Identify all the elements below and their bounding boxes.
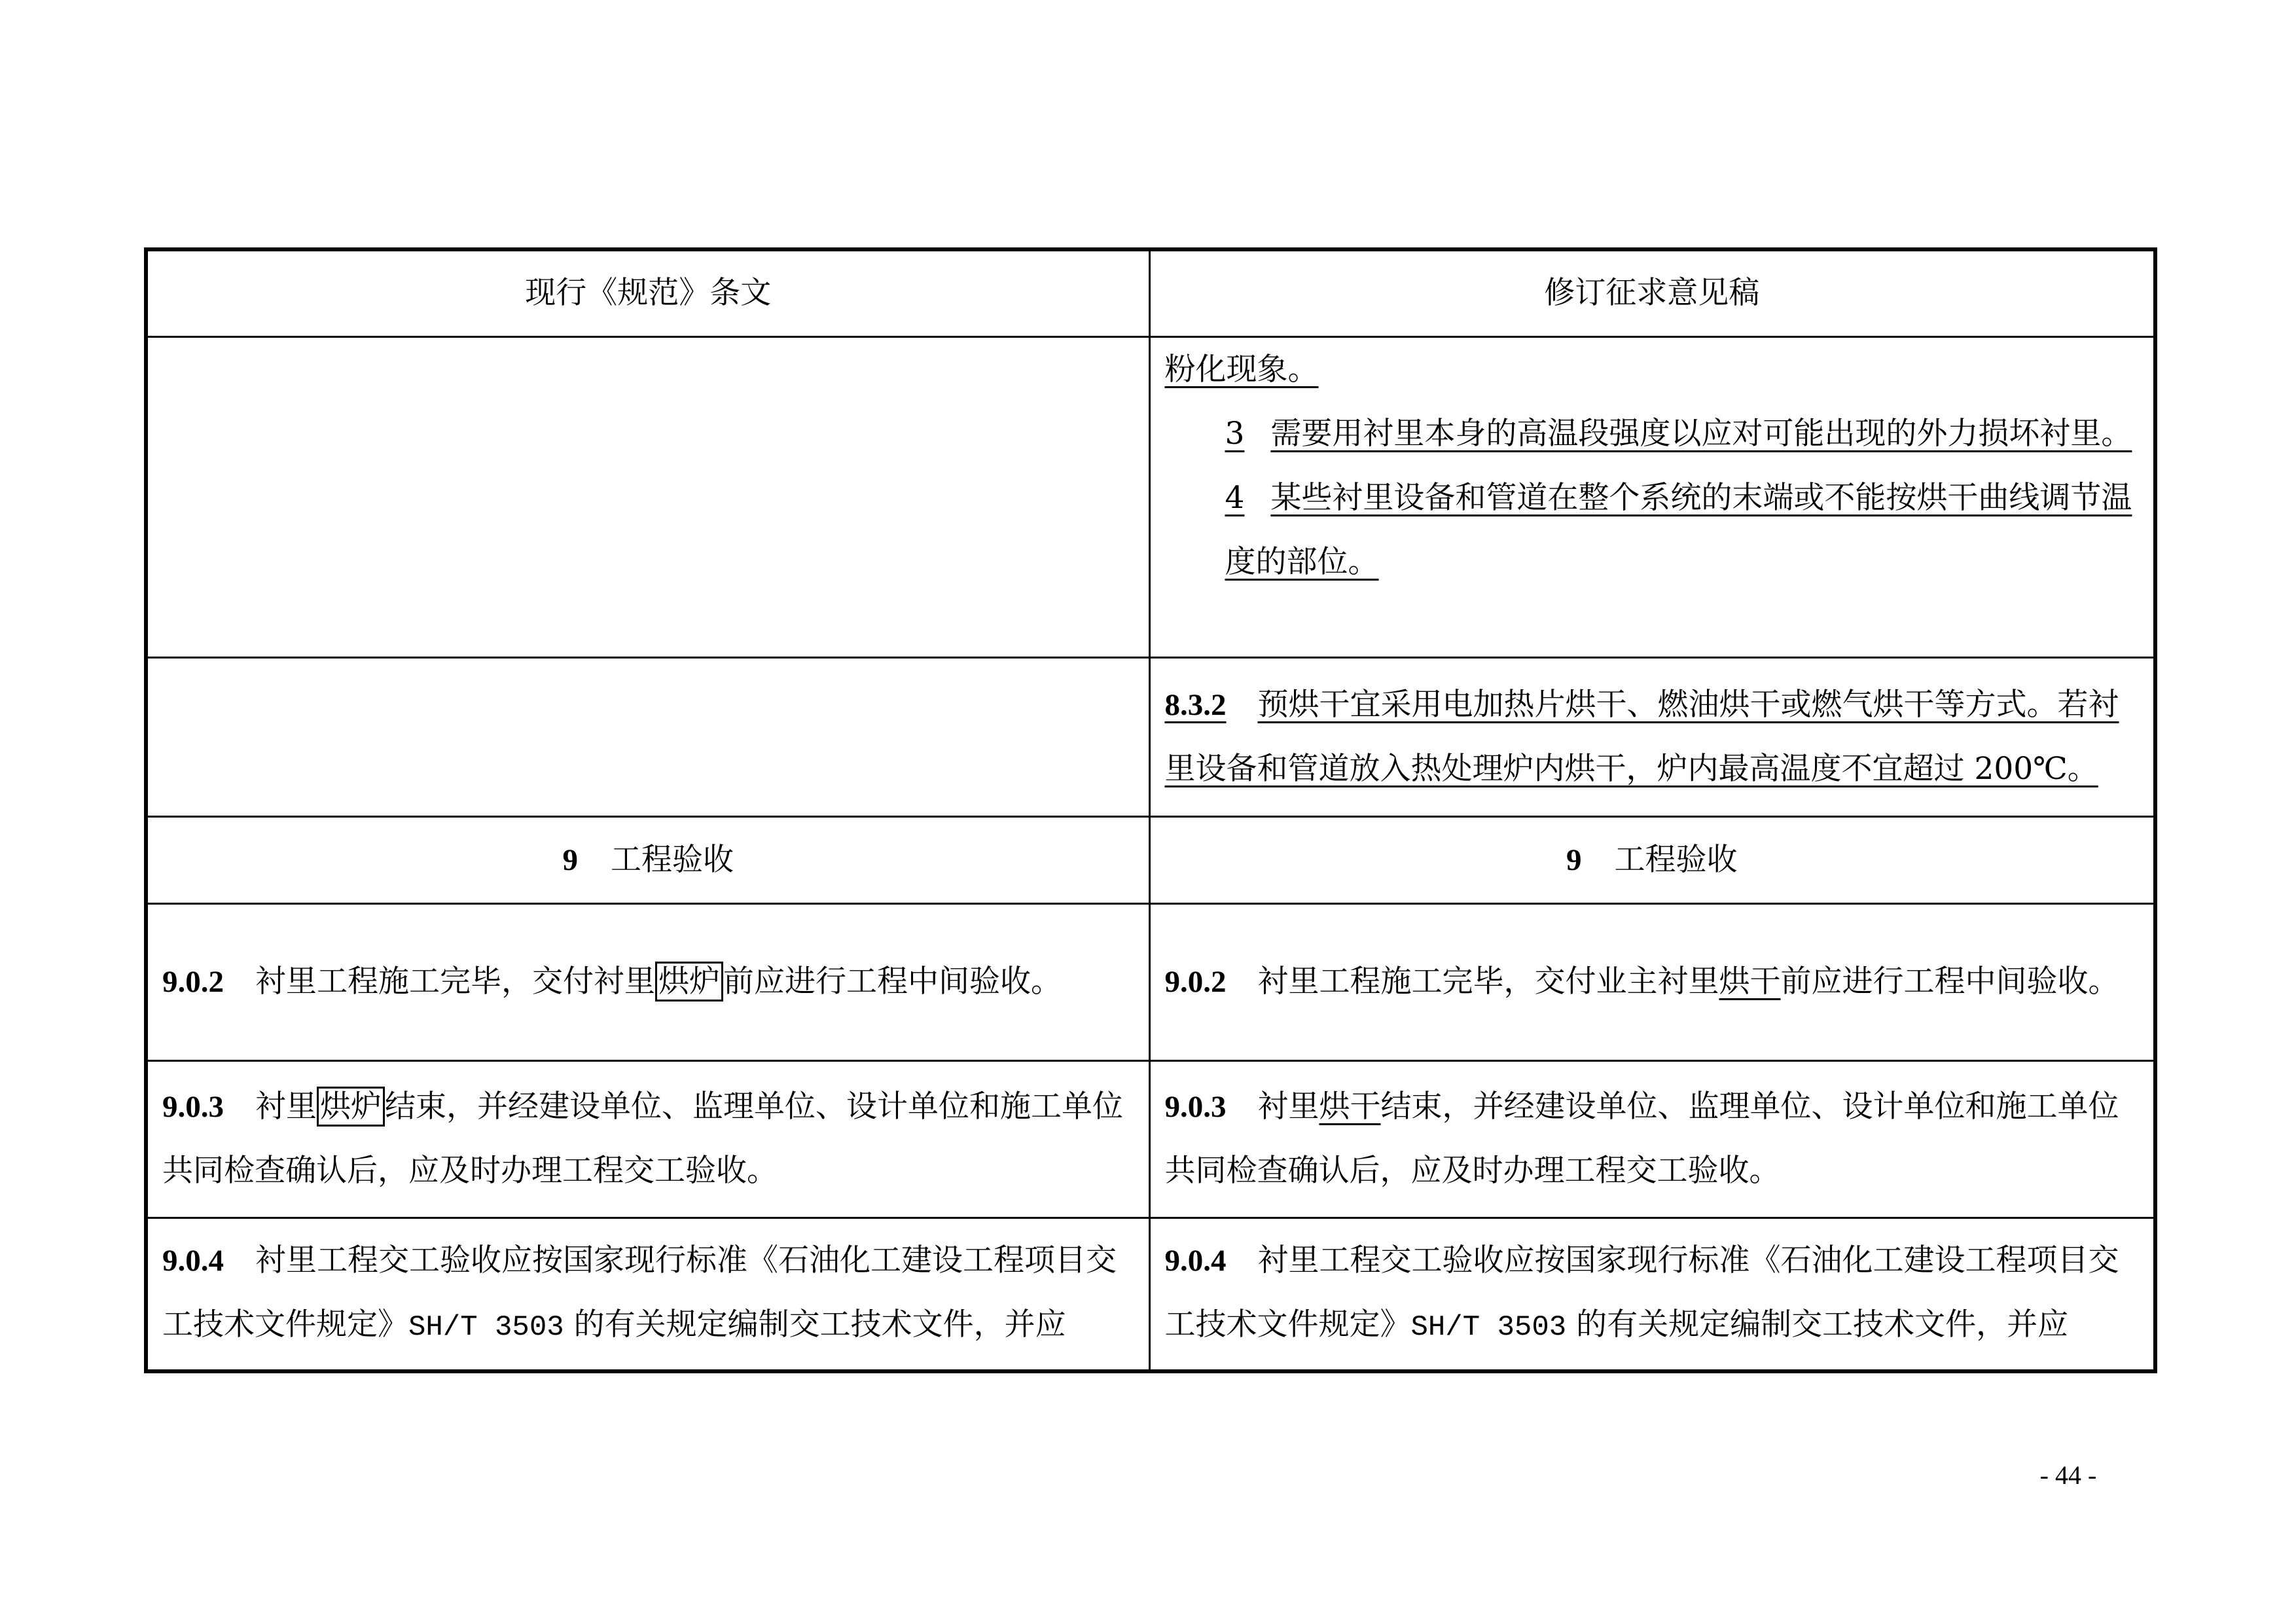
current-cell bbox=[146, 1218, 1149, 1371]
inserted-term: 烘干 bbox=[1719, 964, 1781, 1000]
clause-text: 衬里 bbox=[255, 1089, 317, 1125]
section-row bbox=[146, 816, 2155, 903]
page-number: - 44 - bbox=[2039, 1460, 2097, 1490]
current-cell bbox=[146, 903, 1149, 1060]
section-title: 工程验收 bbox=[611, 841, 734, 878]
clause-text: 预烘干宜采用电加热片烘干、燃油烘干或燃气烘干等方式。若衬里设备和管道放入热处理炉内烘干，炉内最高温度不宜超过 200℃。 bbox=[1164, 686, 2119, 787]
header-current: 现行《规范》条文 bbox=[146, 249, 1149, 336]
deleted-term-box: 烘炉 bbox=[655, 962, 723, 1001]
table-row bbox=[146, 336, 2155, 657]
clause-text: 结束，并经建设单位、监理单位、设计单位和施工单位共同检查确认后，应及时办理工程交工验收。 bbox=[1164, 1089, 2119, 1189]
list-item bbox=[1165, 466, 2140, 594]
clause-text: 的有关规定编制交工技术文件，并应 bbox=[1576, 1306, 2069, 1343]
standard-code: SH/T 3503 bbox=[1410, 1310, 1567, 1344]
clause-number: 9.0.3 bbox=[162, 1090, 224, 1124]
clause-number: 9.0.2 bbox=[1164, 965, 1227, 999]
clause-number: 9.0.2 bbox=[162, 965, 224, 999]
inserted-term: 烘干 bbox=[1319, 1089, 1381, 1125]
revised-text-line: 粉化现象。 bbox=[1164, 351, 1319, 388]
list-item bbox=[1165, 402, 2140, 466]
section-number: 9 bbox=[562, 842, 578, 877]
section-number: 9 bbox=[1566, 842, 1582, 877]
table-row bbox=[146, 1218, 2155, 1371]
current-cell-empty bbox=[146, 336, 1149, 657]
standard-code: SH/T 3503 bbox=[408, 1310, 564, 1344]
list-item-text: 某些衬里设备和管道在整个系统的末端或不能按烘干曲线调节温度的部位。 bbox=[1225, 479, 2132, 580]
clause-number: 9.0.4 bbox=[1164, 1243, 1227, 1278]
current-cell-empty bbox=[146, 657, 1149, 816]
clause-number: 8.3.2 bbox=[1164, 687, 1227, 722]
clause-number: 9.0.4 bbox=[162, 1243, 224, 1278]
section-heading-current bbox=[146, 816, 1149, 903]
clause-number: 9.0.3 bbox=[1164, 1090, 1227, 1124]
list-item-number: 3 bbox=[1225, 415, 1245, 452]
clause-text: 衬里工程施工完毕，交付业主衬里 bbox=[1257, 964, 1719, 1000]
clause-text: 结束，并经建设单位、监理单位、设计单位和施工单位共同检查确认后，应及时办理工程交工验收。 bbox=[162, 1089, 1123, 1189]
clause-text: 衬里工程交工验收应按国家现行标准《石油化工建设工程项目交工技术文件规定》 bbox=[1164, 1242, 2119, 1343]
header-revised: 修订征求意见稿 bbox=[1149, 249, 2155, 336]
revised-cell bbox=[1149, 1060, 2155, 1218]
table-row bbox=[146, 657, 2155, 816]
revised-cell bbox=[1149, 336, 2155, 657]
clause-text: 的有关规定编制交工技术文件，并应 bbox=[573, 1306, 1066, 1343]
revised-cell bbox=[1149, 903, 2155, 1060]
revised-cell bbox=[1149, 1218, 2155, 1371]
current-cell bbox=[146, 1060, 1149, 1218]
section-heading-revised bbox=[1149, 816, 2155, 903]
table-row bbox=[146, 1060, 2155, 1218]
clause-text: 衬里工程施工完毕，交付衬里 bbox=[255, 964, 655, 1000]
clause-text: 衬里 bbox=[1257, 1089, 1319, 1125]
clause-text: 前应进行工程中间验收。 bbox=[1780, 964, 2119, 1000]
revised-cell bbox=[1149, 657, 2155, 816]
clause-text: 衬里工程交工验收应按国家现行标准《石油化工建设工程项目交工技术文件规定》 bbox=[162, 1242, 1117, 1343]
clause-text: 前应进行工程中间验收。 bbox=[723, 964, 1062, 1000]
list-item-number: 4 bbox=[1225, 479, 1245, 516]
header-row bbox=[146, 249, 2155, 336]
section-title: 工程验收 bbox=[1614, 841, 1738, 878]
deleted-term-box: 烘炉 bbox=[317, 1087, 385, 1127]
comparison-table bbox=[144, 247, 2157, 1373]
table-row bbox=[146, 903, 2155, 1060]
list-item-text: 需要用衬里本身的高温段强度以应对可能出现的外力损坏衬里。 bbox=[1270, 415, 2132, 452]
